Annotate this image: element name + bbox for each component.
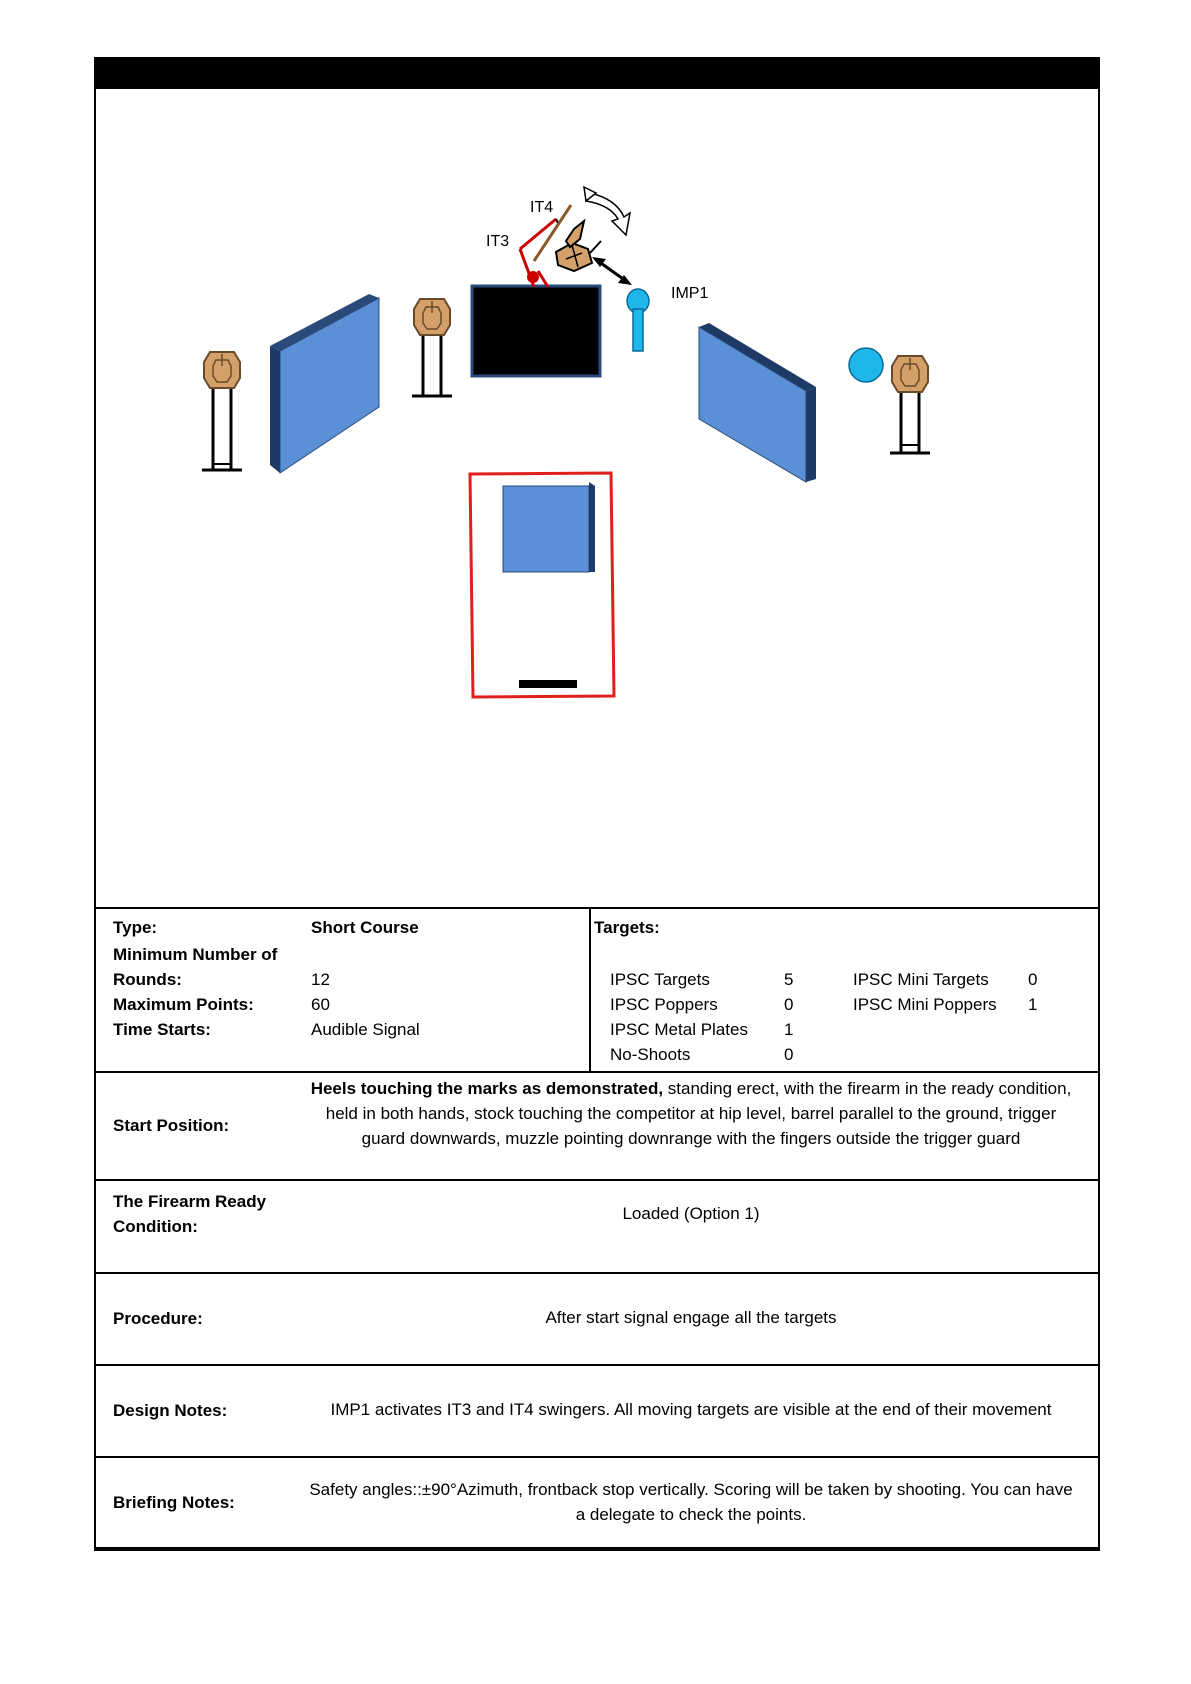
black-panel xyxy=(472,286,600,376)
procedure-value: After start signal engage all the targets xyxy=(545,1308,837,1327)
procedure-label: Procedure: xyxy=(113,1309,203,1328)
header-bar xyxy=(96,59,1098,89)
type-value: Short Course xyxy=(311,918,419,937)
wall-right xyxy=(699,323,816,482)
divider-vertical xyxy=(589,907,591,1071)
design-notes-label: Design Notes: xyxy=(113,1401,228,1420)
ready-condition-label-2: Condition: xyxy=(113,1217,198,1236)
swinger-it3-it4 xyxy=(520,205,601,287)
target-name: IPSC Mini Poppers xyxy=(853,995,997,1014)
barrier-in-box xyxy=(503,482,595,572)
briefing-notes-value: Safety angles::±90°Azimuth, frontback stop vertically. Scoring will be taken by shooting. You can have a delegate to check the points. xyxy=(309,1480,1073,1524)
min-rounds-label-2: Rounds: xyxy=(113,970,182,989)
ipsc-target-middle xyxy=(412,299,452,396)
activation-arrow-icon xyxy=(592,257,632,285)
start-position-rest: standing erect, with the firearm in the ready condition, held in both hands, stock touching the competitor at hip level, barrel parallel to the ground, trigger guard downwards, muzzle pointing downrange with the fingers outside the trigger guard xyxy=(325,1079,1072,1148)
ipsc-target-right xyxy=(890,356,930,453)
target-name: IPSC Targets xyxy=(610,970,710,989)
divider xyxy=(96,1179,1098,1181)
max-points-value: 60 xyxy=(311,995,330,1014)
type-label: Type: xyxy=(113,918,158,937)
min-rounds-label: Minimum Number of xyxy=(113,945,278,964)
swing-arrow-icon xyxy=(584,187,630,235)
briefing-notes-label: Briefing Notes: xyxy=(113,1493,235,1512)
target-name: No-Shoots xyxy=(610,1045,691,1064)
min-rounds-value: 12 xyxy=(311,970,330,989)
label-it3: IT3 xyxy=(486,233,510,250)
target-count: 0 xyxy=(784,995,794,1014)
target-name: IPSC Metal Plates xyxy=(610,1020,748,1039)
ready-condition-label: The Firearm Ready xyxy=(113,1192,267,1211)
divider xyxy=(96,1456,1098,1458)
time-starts-value: Audible Signal xyxy=(311,1020,420,1039)
stage-sheet xyxy=(94,57,1100,1551)
target-count: 0 xyxy=(1028,970,1038,989)
targets-title: Targets: xyxy=(594,918,660,937)
target-count: 1 xyxy=(1028,995,1038,1014)
label-it4: IT4 xyxy=(530,199,554,216)
metal-plate xyxy=(849,348,883,382)
target-name: IPSC Mini Targets xyxy=(853,970,989,989)
divider xyxy=(96,907,1098,909)
target-count: 5 xyxy=(784,970,794,989)
target-count: 0 xyxy=(784,1045,794,1064)
start-position-bold: Heels touching the marks as demonstrated, xyxy=(310,1079,664,1098)
max-points-label: Maximum Points: xyxy=(113,995,254,1014)
start-position-label: Start Position: xyxy=(113,1116,230,1135)
target-name: IPSC Poppers xyxy=(610,995,718,1014)
target-count: 1 xyxy=(784,1020,794,1039)
stage-diagram xyxy=(96,89,1098,965)
start-heel-mark xyxy=(519,680,577,688)
label-imp1: IMP1 xyxy=(671,285,709,302)
start-position-text xyxy=(306,1076,1076,1151)
stage-drawing xyxy=(96,89,1098,965)
divider xyxy=(96,1272,1098,1274)
divider xyxy=(96,1071,1098,1073)
design-notes-value: IMP1 activates IT3 and IT4 swingers. All moving targets are visible at the end of their movement xyxy=(330,1400,1052,1419)
time-starts-label: Time Starts: xyxy=(113,1020,211,1039)
divider xyxy=(96,1547,1098,1549)
divider xyxy=(96,1364,1098,1366)
ipsc-target-left xyxy=(202,352,242,471)
wall-left xyxy=(270,294,379,473)
mini-popper-imp1 xyxy=(627,289,649,351)
ready-condition-value: Loaded (Option 1) xyxy=(622,1204,760,1223)
